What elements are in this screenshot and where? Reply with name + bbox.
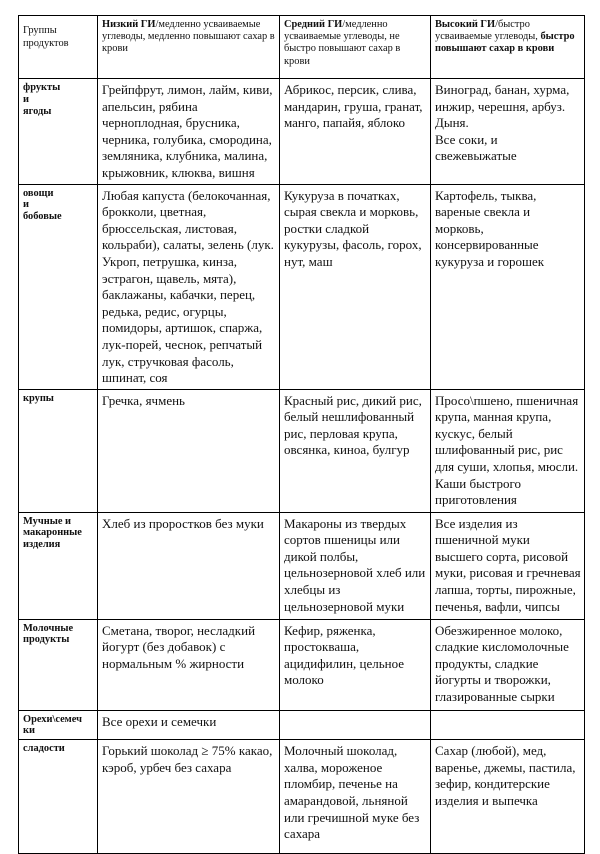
table-row: [19, 184, 585, 389]
header-low-gi: [98, 16, 280, 79]
glycemic-index-table: [18, 15, 585, 854]
high-gi-cell: Картофель, тыква, вареные свекла и морковь, консервированные кукуруза и горошек: [431, 184, 585, 389]
header-row: [19, 16, 585, 79]
high-gi-cell: Все изделия из пшеничной муки высшего сорта, рисовой муки, рисовая и гречневая лапша, торты, пирожные, печенья, вафли, чипсы: [431, 512, 585, 619]
table-row: [19, 512, 585, 619]
high-gi-cell: Обезжиренное молоко, сладкие кисломолочные продукты, сладкие йогурты и творожки, глазированные сырки: [431, 619, 585, 710]
low-gi-cell: Гречка, ячмень: [98, 389, 280, 512]
low-gi-cell: Грейпфрут, лимон, лайм, киви, апельсин, рябина черноплодная, брусника, черника, голубика, смородина, земляника, клубника, малина, крыжовник, клюква, вишня: [98, 79, 280, 185]
mid-gi-cell: Молочный шоколад, халва, мороженое пломбир, печенье на амарандовой, льняной или гречишной муке без сахара: [280, 740, 431, 854]
low-gi-cell: Горький шоколад ≥ 75% какао, кэроб, урбеч без сахара: [98, 740, 280, 854]
low-gi-desc: /медленно усваиваемые углеводы, медленно повышают сахар в крови: [102, 19, 275, 55]
row-category: Орехи\семеч ки: [19, 710, 98, 740]
mid-gi-title: Средний ГИ: [284, 19, 343, 30]
mid-gi-cell: Кукуруза в початках, сырая свекла и морковь, ростки сладкой кукурузы, фасоль, горох, нут, маш: [280, 184, 431, 389]
row-category: овощи и бобовые: [19, 184, 98, 389]
row-category: фрукты и ягоды: [19, 79, 98, 185]
mid-gi-cell: Абрикос, персик, слива, мандарин, груша, гранат, манго, папайя, яблоко: [280, 79, 431, 185]
high-gi-desc: /быстро усваиваемые углеводы,: [435, 19, 541, 43]
low-gi-title: Низкий ГИ: [102, 19, 156, 30]
row-category: Молочные продукты: [19, 619, 98, 710]
header-high-gi: [431, 16, 585, 79]
high-gi-cell: Виноград, банан, хурма, инжир, черешня, арбуз. Дыня. Все соки, и свежевыжатые: [431, 79, 585, 185]
document-page: [18, 15, 584, 854]
mid-gi-cell: [280, 710, 431, 740]
table-row: [19, 740, 585, 854]
high-gi-title: Высокий ГИ: [435, 19, 496, 30]
mid-gi-cell: Макароны из твердых сортов пшеницы или дикой полбы, цельнозерновой хлеб или хлебцы из цельнозерновой муки: [280, 512, 431, 619]
low-gi-cell: Сметана, творог, несладкий йогурт (без добавок) с нормальным % жирности: [98, 619, 280, 710]
low-gi-cell: Все орехи и семечки: [98, 710, 280, 740]
table-row: [19, 389, 585, 512]
high-gi-desc-bold: быстро повышают сахар в крови: [435, 31, 575, 55]
high-gi-cell: [431, 710, 585, 740]
high-gi-cell: Просо\пшено, пшеничная крупа, манная крупа, кускус, белый шлифованный рис, рис для суши, хлопья, мюсли. Каши быстрого приготовления: [431, 389, 585, 512]
mid-gi-cell: Красный рис, дикий рис, белый нешлифованный рис, перловая крупа, овсянка, киноа, булгур: [280, 389, 431, 512]
table-row: [19, 710, 585, 740]
row-category: Мучные и макаронные изделия: [19, 512, 98, 619]
table-row: [19, 79, 585, 185]
high-gi-cell: Сахар (любой), мед, варенье, джемы, пастила, зефир, кондитерские изделия и выпечка: [431, 740, 585, 854]
row-category: сладости: [19, 740, 98, 854]
row-category: крупы: [19, 389, 98, 512]
header-groups: Группы продуктов: [19, 16, 98, 79]
table-row: [19, 619, 585, 710]
header-mid-gi: [280, 16, 431, 79]
mid-gi-cell: Кефир, ряженка, простокваша, ацидифилин, цельное молоко: [280, 619, 431, 710]
mid-gi-desc: /медленно усваиваемые углеводы, не быстро повышают сахар в крови: [284, 19, 401, 67]
low-gi-cell: Хлеб из проростков без муки: [98, 512, 280, 619]
low-gi-cell: Любая капуста (белокочанная, брокколи, цветная, брюссельская, листовая, кольраби), салаты, зелень (лук. Укроп, петрушка, кинза, эстрагон, щавель, мята), баклажаны, кабачки, перец, редька, редис, огурцы, помидоры, артишок, спаржа, лук-порей, чеснок, репчатый лук, стручковая фасоль, шпинат, соя: [98, 184, 280, 389]
